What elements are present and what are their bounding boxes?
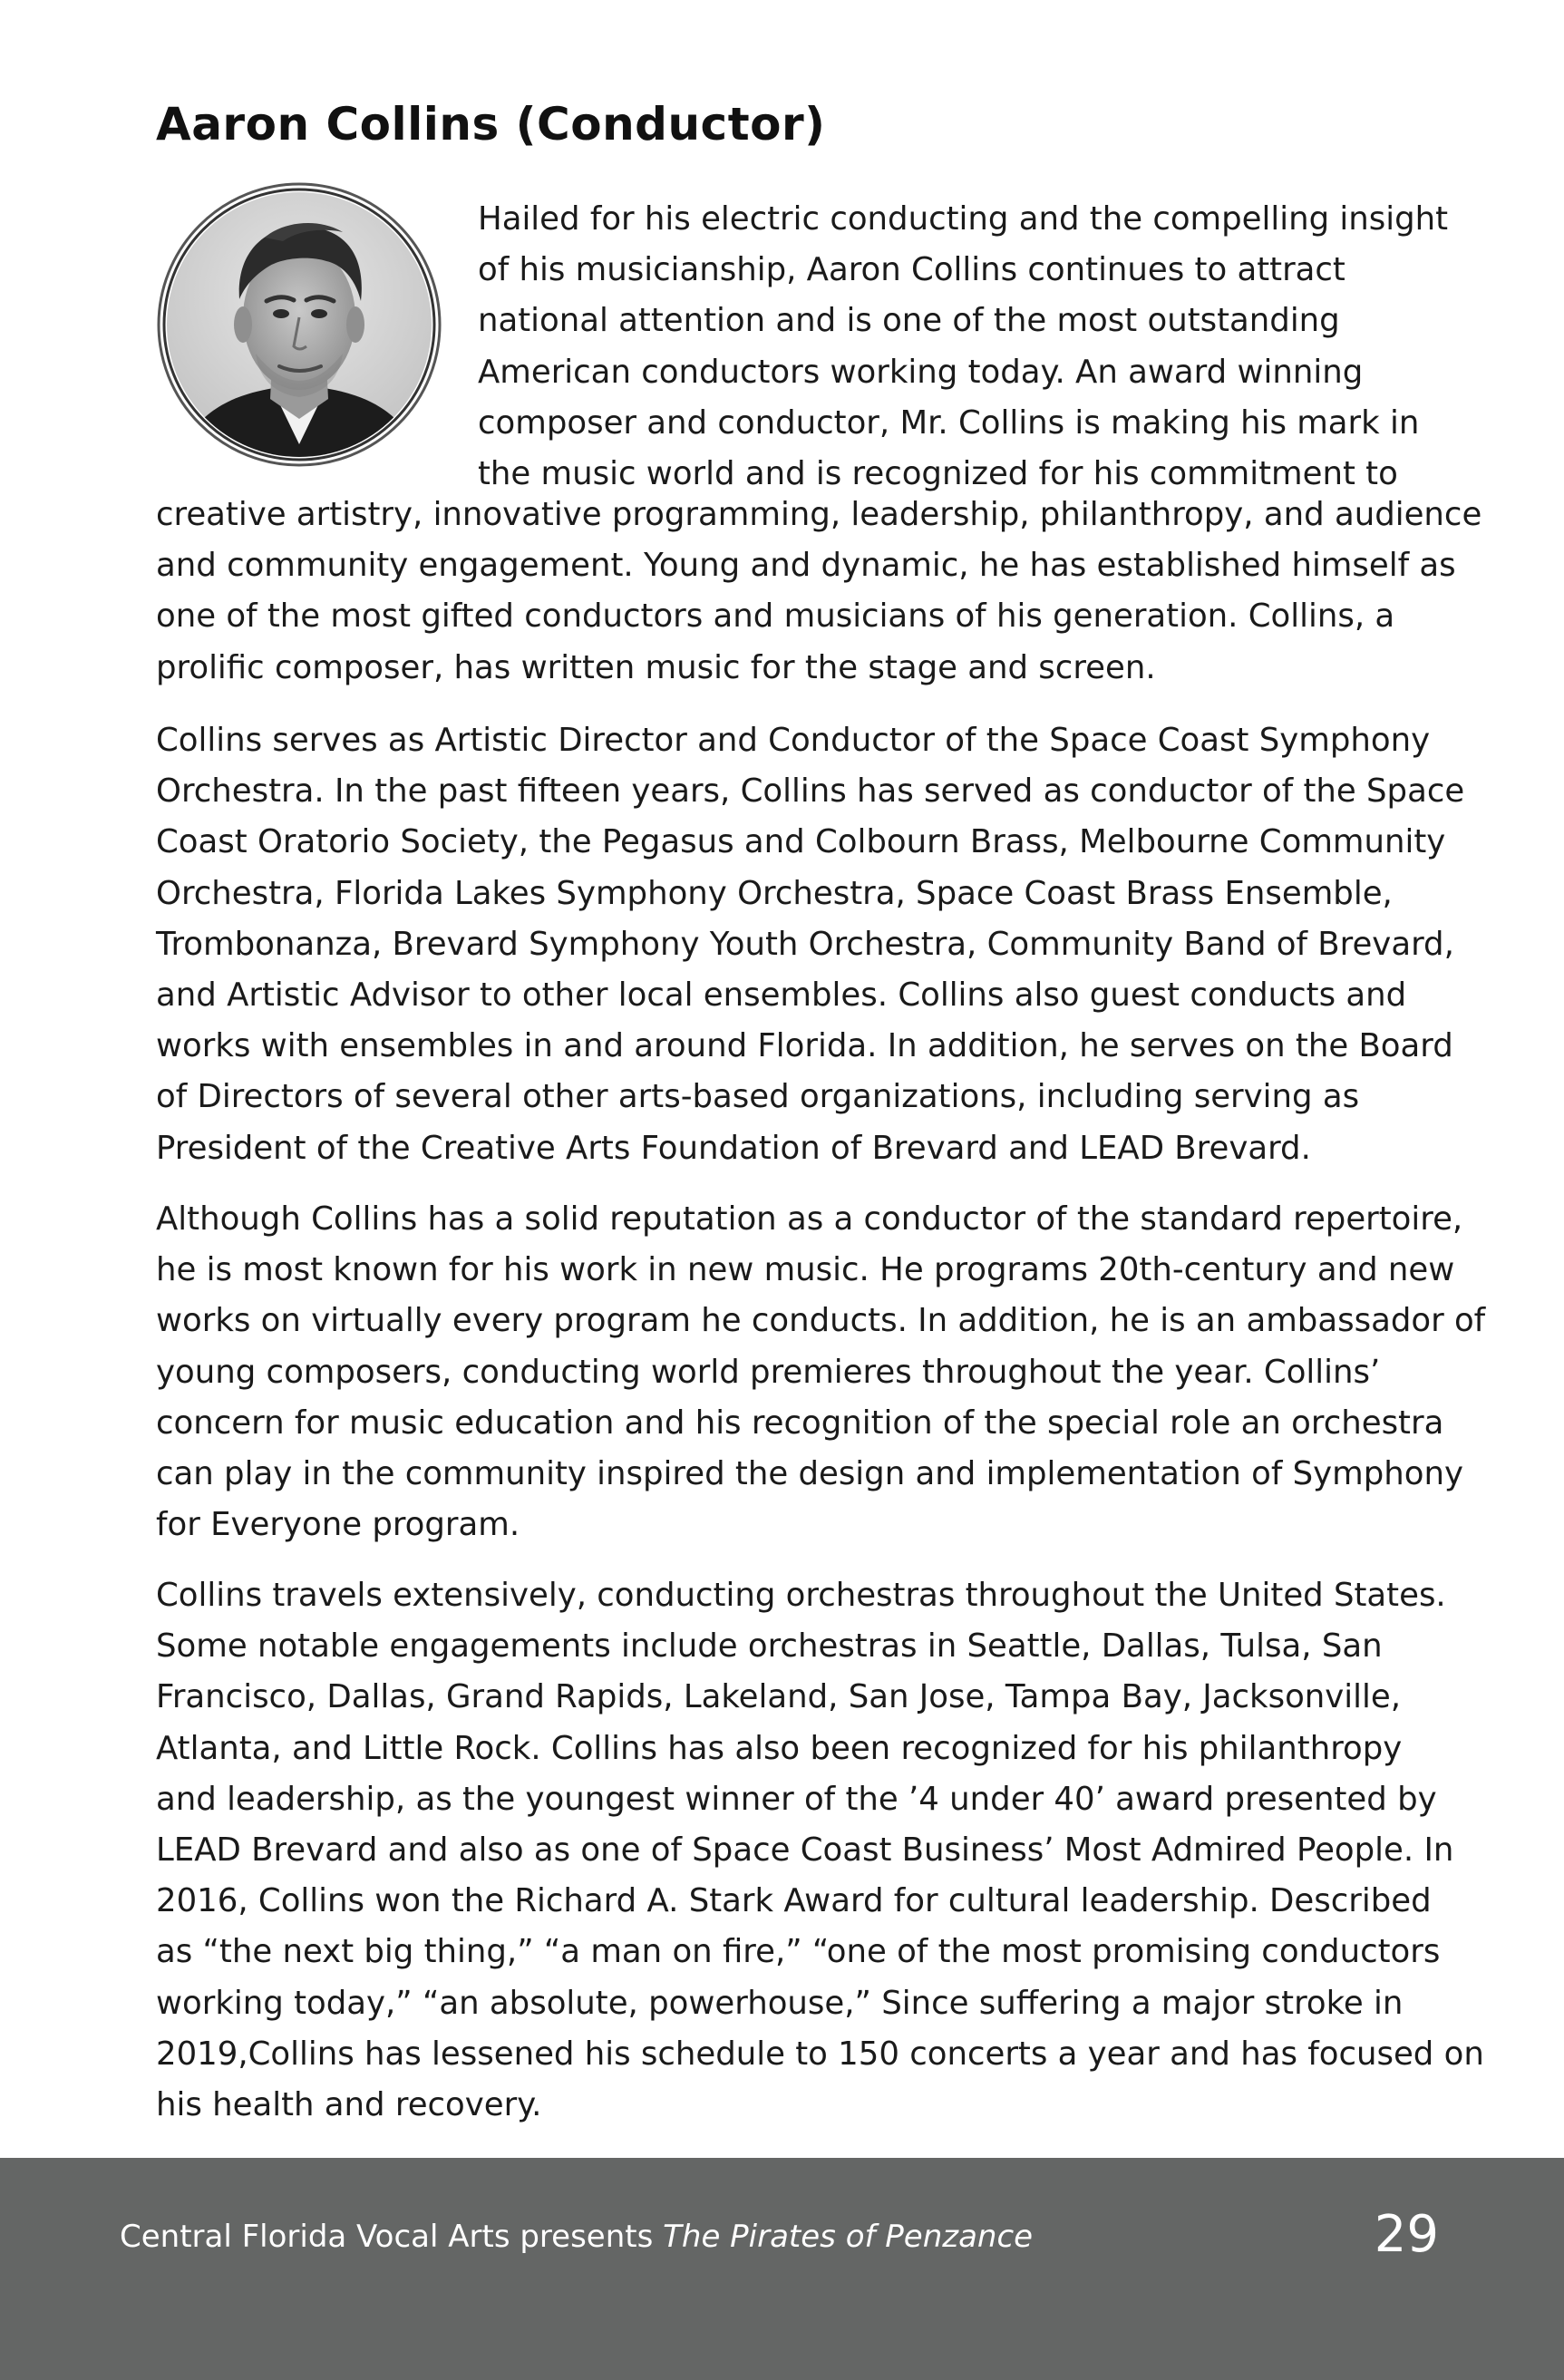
page-footer	[0, 2158, 1564, 2380]
bio-intro-continued: creative artistry, innovative programming, leadership, philanthropy, and audience and community engagement. Young and dynamic, he has established himself as one of the most gifted conductors and musicians of his generation. Collins, a prolific composer, has written music for the stage and screen.	[156, 496, 1482, 686]
page-number: 29	[1374, 2205, 1439, 2264]
bio-paragraph-3: Although Collins has a solid reputation as a conductor of the standard repertoire, he is most known for his work in new music. He programs 20th-century and new works on virtually every program he conducts. In addition, he is an ambassador of young composers, conducting world premieres throughout the year. Collins’ concern for music education and his recognition of the special role an orchestra can play in the community inspired the design and implementation of Symphony for Everyone program.	[156, 1200, 1486, 1544]
conductor-portrait	[156, 181, 442, 468]
footer-presenter: Central Florida Vocal Arts presents	[120, 2219, 664, 2255]
page-title: Aaron Collins (Conductor)	[156, 98, 826, 151]
bio-intro-wrapped: Hailed for his electric conducting and the compelling insight of his musicianship, Aaron Collins continues to attract national attention and is one of the most outstanding American conductors working today. An award winning composer and conductor, Mr. Collins is making his mark in the music world and is recognized for his commitment to	[478, 200, 1449, 493]
bio-paragraph-2: Collins serves as Artistic Director and Conductor of the Space Coast Symphony Orchestra. In the past fifteen years, Collins has served as conductor of the Space Coast Oratorio Society, the Pegasus and Colbourn Brass, Melbourne Community Orchestra, Florida Lakes Symphony Orchestra, Space Coast Brass Ensemble, Trombonanza, Brevard Symphony Youth Orchestra, Community Band of Brevard, and Artistic Advisor to other local ensembles. Collins also guest conducts and works with ensembles in and around Florida. In addition, he serves on the Board of Directors of several other arts-based organizations, including serving as President of the Creative Arts Foundation of Brevard and LEAD Brevard.	[156, 722, 1465, 1167]
footer-show-title: The Pirates of Penzance	[663, 2219, 1034, 2255]
bio-paragraph-4: Collins travels extensively, conducting orchestras throughout the United States. Some notable engagements include orchestras in Seattle, Dallas, Tulsa, San Francisco, Dallas, Grand Rapids, Lakeland, San Jose, Tampa Bay, Jacksonville, Atlanta, and Little Rock. Collins has also been recognized for his philanthropy and leadership, as the youngest winner of the ’4 under 40’ award presented by LEAD Brevard and also as one of Space Coast Business’ Most Admired People. In 2016, Collins won the Richard A. Stark Award for cultural leadership. Described as “the next big thing,” “a man on fire,” “one of the most promising conductors working today,” “an absolute, powerhouse,” Since suffering a major stroke in 2019,Collins has lessened his schedule to 150 concerts a year and has focused on his health and recovery.	[156, 1577, 1484, 2124]
footer-caption	[120, 2219, 1033, 2255]
